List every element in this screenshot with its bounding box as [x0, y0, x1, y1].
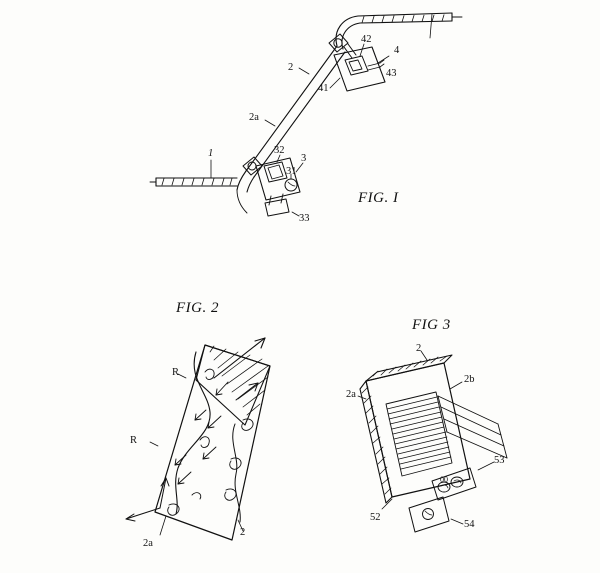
callout-fig1-41: 41	[318, 83, 329, 94]
callout-fig1-31: 31	[286, 166, 297, 177]
callout-fig1-33: 33	[299, 213, 310, 224]
figure-1-label: FIG. I	[358, 190, 399, 206]
callout-fig2-R-lower: R	[130, 435, 138, 446]
callout-fig1-32: 32	[274, 145, 285, 156]
callout-fig1-4: 4	[394, 45, 400, 56]
callout-fig3-52: 52	[370, 512, 381, 523]
callout-fig1-42: 42	[361, 34, 372, 45]
figure-2-label: FIG. 2	[176, 300, 219, 316]
callout-fig3-meter: 00	[440, 475, 448, 484]
callout-fig1-43: 43	[386, 68, 397, 79]
callout-fig3-2: 2	[416, 343, 422, 354]
figure-3-label: FIG 3	[412, 317, 451, 333]
callout-fig2-R-upper: R	[172, 367, 180, 378]
callout-fig3-54: 54	[464, 519, 475, 530]
callout-fig2-2: 2	[240, 527, 246, 538]
callout-fig1-2: 2	[288, 62, 294, 73]
callout-fig3-53: 53	[494, 455, 505, 466]
callout-fig3-2a: 2a	[346, 389, 356, 400]
callout-fig2-2a: 2a	[143, 538, 153, 549]
callout-fig3-2b: 2b	[464, 374, 475, 385]
callout-fig1-2a: 2a	[249, 112, 259, 123]
callout-fig1-1: 1	[208, 148, 214, 159]
callout-fig1-3: 3	[301, 153, 307, 164]
